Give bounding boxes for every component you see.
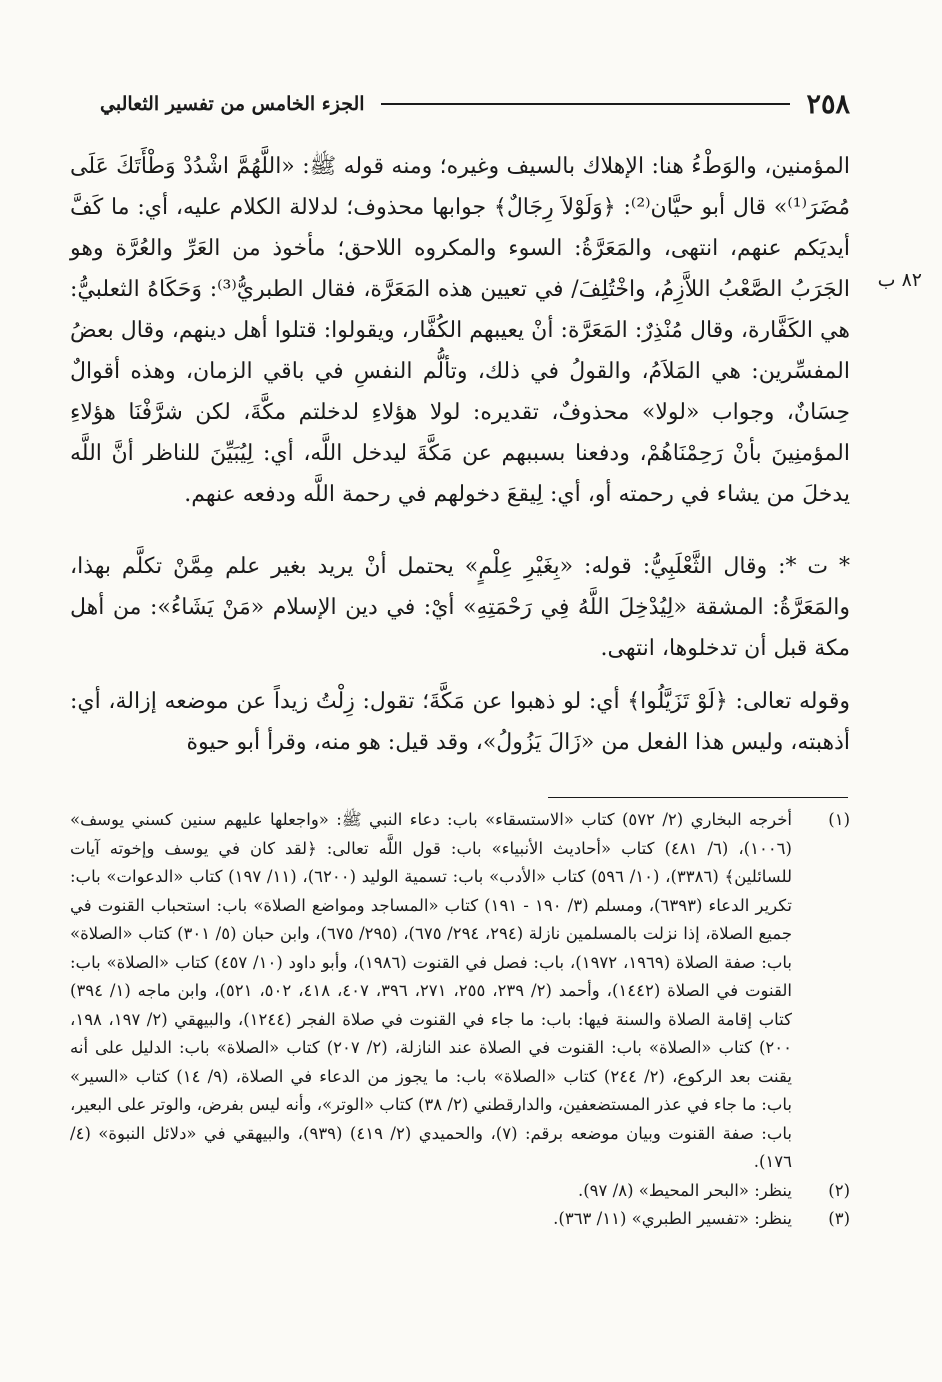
footnote-number: (٢) [828, 1180, 850, 1200]
page-header [100, 84, 850, 124]
page-number: ٢٥٨ [806, 88, 850, 120]
footnote-2 [70, 1177, 850, 1206]
body-paragraph-3: وقوله تعالى: ﴿لَوْ تَزَيَّلُوا﴾ أي: لو ذهبوا عن مَكَّةَ؛ تقول: زِلْتُ زيداً عن موضعه إزالة، أي: أذهبته، وليس هذا الفعل من «زَالَ يَزُولُ»، وقد قيل: هو منه، وقرأ أبو حيوة [70, 689, 850, 755]
margin-folio-note: ٨٢ ب [877, 269, 922, 291]
header-rule [381, 103, 791, 105]
footnote-number: (٣) [828, 1209, 850, 1228]
footnote-separator [548, 797, 848, 798]
footnote-text: ينظر: «البحر المحيط» (٨/ ٩٧). [577, 1180, 792, 1200]
body-paragraph-2: * ت *: وقال الثَّعْلَبِيُّ: قوله: «بِغَيْرِ عِلْمٍ» يحتمل أنْ يريد بغير علم مِمَّنْ تكلَّم بهذا، والمَعَرَّةُ: المشقة «لِيُدْخِلَ اللَّهُ فِي رَحْمَتِهِ» أيْ: في دين الإسلام «مَنْ يَشَاءُ»: من أهل مكة قبل أن تدخلوها، انتهى. [70, 554, 850, 661]
footnote-1 [70, 806, 850, 1177]
body-paragraph-1: المؤمنين، والوَطْءُ هنا: الإهلاك بالسيف وغيره؛ ومنه قوله ﷺ: «اللَّهُمَّ اشْدُدْ وَطْأَتَكَ عَلَى مُضَرَ⁽¹⁾» قال أبو حيَّان⁽²⁾: ﴿وَلَوْلاَ رِجَالٌ﴾ جوابها محذوف؛ لدلالة الكلام عليه، أي: ما كَفَّ أيديَكم عنهم، انتهى، والمَعَرَّةُ: السوء والمكروه اللاحق؛ مأخوذ من العَرِّ والعُرَّة وهو الجَرَبُ الصَّعْبُ اللاَّزِمُ، واخْتُلِفَ/ في تعيين هذه المَعَرَّة، فقال الطبريُّ⁽³⁾: وَحَكَاهُ الثعلبيُّ: هي الكَفَّارة، وقال مُنْذِرٌ: المَعَرَّة: أنْ يعيبهم الكُفَّار، ويقولوا: قتلوا أهل دينهم، وقال بعضُ المفسِّرين: هي المَلاَمُ، والقولُ في ذلك، وتألُّم النفسِ في باقي الزمان، وهذه أقوالٌ حِسَانٌ، وجواب «لولا» محذوفٌ، تقديره: لولا هؤلاءِ لدخلتم مكَّةَ، لكن شرَّفْنَا هؤلاءِ المؤمنِينَ بأنْ رَحِمْنَاهُمْ، ودفعنا بسببهم عن مَكَّةَ ليدخل اللَّه، أي: لِيُبَيِّنَ للناظر أنَّ اللَّه يدخلَ من يشاء في رحمته أو، أي: لِيقعَ دخولهم في رحمة اللَّه ودفعه عنهم. [70, 154, 850, 507]
running-title: الجزء الخامس من تفسير الثعالبي [100, 93, 365, 115]
footnotes [70, 806, 850, 1234]
footnote-number: (١) [828, 810, 850, 829]
footnote-text: أخرجه البخاري (٢/ ٥٧٢) كتاب «الاستسقاء» باب: دعاء النبي ﷺ: «واجعلها عليهم سنين كسني يوسف» (١٠٠٦)، (٦/ ٤٨١) كتاب «أحاديث الأنبياء» باب: قول اللَّه تعالى: ﴿لقد كان في يوسف وإخوته آيات للسائلين﴾ (٣٣٨٦)، (١٠/ ٥٩٦) كتاب «الأدب» باب: تسمية الوليد (٦٢٠٠)، (١١/ ١٩٧) كتاب «الدعوات» باب: تكرير الدعاء (٦٣٩٣)، ومسلم (٣/ ١٩٠ - ١٩١) كتاب «المساجد ومواضع الصلاة» باب: استحباب القنوت في جميع الصلاة، إذا نزلت بالمسلمين نازلة (٢٩٤، ٢٩٤/ ٦٧٥)، (٢٩٥/ ٦٧٥)، وابن حبان (٥/ ٣٠١) كتاب «الصلاة» باب: صفة الصلاة (١٩٦٩، ١٩٧٢)، باب: فصل في القنوت (١٩٨٦)، وأبو داود (١٠/ ٤٥٧) كتاب «الصلاة» باب: القنوت في الصلاة (١٤٤٢)، وأحمد (٢/ ٢٣٩، ٢٥٥، ٢٧١، ٣٩٦، ٤٠٧، ٤١٨، ٥٠٢، ٥٢١)، وابن ماجه (١/ ٣٩٤) كتاب إقامة الصلاة والسنة فيها: باب: ما جاء في القنوت في صلاة الفجر (١٢٤٤)، والبيهقي (٢/ ١٩٧، ١٩٨، ٢٠٠) كتاب «الصلاة» باب: القنوت في الصلاة عند النازلة، (٢/ ٢٠٧) كتاب «الصلاة» باب: الدليل على أنه يقنت بعد الركوع، (٢/ ٢٤٤) كتاب «الصلاة» باب: ما يجوز من الدعاء في الصلاة، (٩/ ١٤) كتاب «السير» باب: ما جاء في عذر المستضعفين، والدارقطني (٢/ ٣٨) كتاب «الوتر»، وأنه ليس بفرض، والوتر على البعير، باب: صفة القنوت وبيان موضعه برقم: (٧)، والحميدي (٢/ ٤١٩) (٩٣٩)، والبيهقي في «دلائل النبوة» (٤/ ١٧٦). [70, 810, 793, 1171]
footnote-3 [70, 1205, 850, 1234]
footnote-text: ينظر: «تفسير الطبري» (١١/ ٣٦٣). [553, 1209, 792, 1228]
